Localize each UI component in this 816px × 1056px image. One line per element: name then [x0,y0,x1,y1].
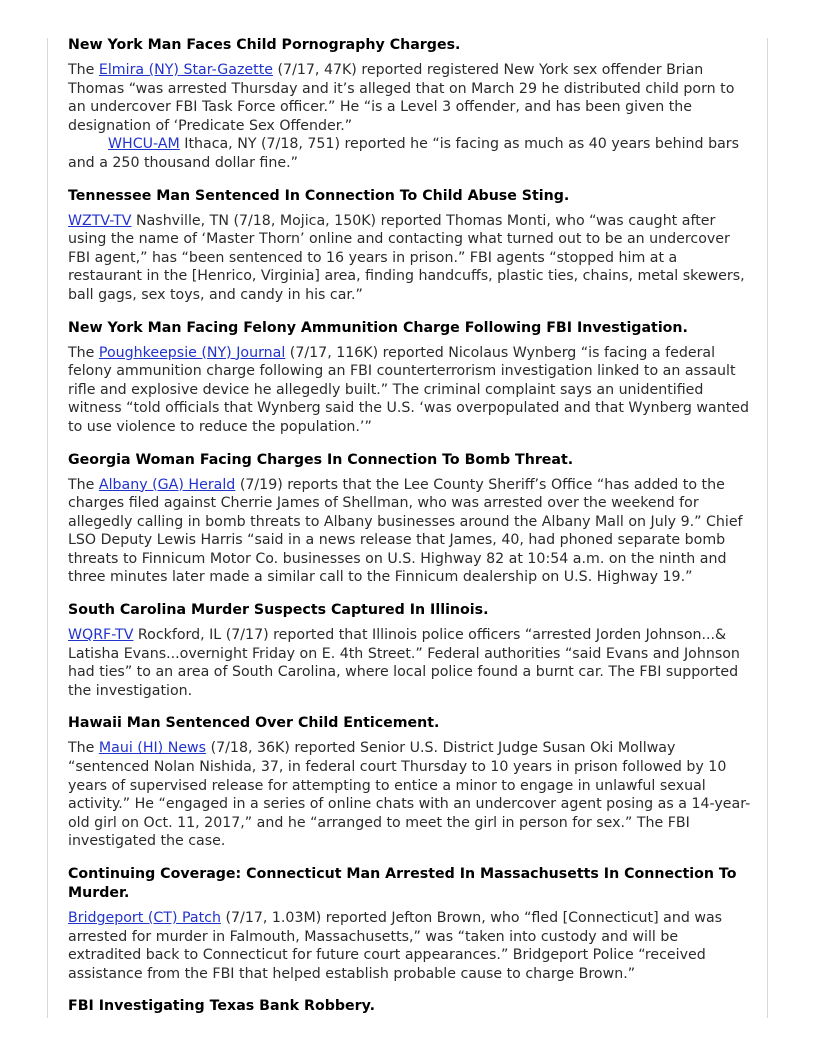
source-link[interactable]: WHCU-AM [108,136,180,153]
story [68,865,752,983]
story [68,451,752,588]
story-paragraph: The Elmira (NY) Star-Gazette (7/17, 47K) reported registered New York sex offender Brian Thomas “was arrested Thursday and it’s alleged that on March 29 he distributed child porn to an undercover FBI Task Force officer.” He “is a Level 3 offender, and has been given the designation of ‘Predicate Sex Offender.” [68,62,735,134]
story-headline: New York Man Facing Felony Ammunition Charge Following FBI Investigation. [68,319,688,336]
story-paragraph: Bridgeport (CT) Patch (7/17, 1.03M) reported Jefton Brown, who “fled [Connecticut] and was arrested for murder in Falmouth, Massachusetts,” was “taken into custody and will be extradited back to Connecticut for future court appearances.” Bridgeport Police “received assistance from the FBI that helped establish probable cause to charge Brown.” [68,910,723,982]
story [68,319,752,437]
story [68,714,752,851]
news-content [68,36,752,1022]
story [68,997,752,1016]
source-link[interactable]: Albany (GA) Herald [98,476,236,493]
story-headline: Continuing Coverage: Connecticut Man Arrested In Massachusetts In Connection To Murder. [68,866,737,901]
story [68,36,752,173]
story-headline: Tennessee Man Sentenced In Connection To Child Abuse Sting. [68,187,570,204]
story-paragraph: The Poughkeepsie (NY) Journal (7/17, 116K) reported Nicolaus Wynberg “is facing a federal felony ammunition charge following an FBI counterterrorism investigation linked to an assault rifle and explosive device he allegedly built.” The criminal complaint says an unidentified witness “told officials that Wynberg said the U.S. ‘was overpopulated and that Wynberg wanted to use violence to reduce the population.’” [68,344,750,435]
left-margin-rule [47,38,48,1018]
story-headline: FBI Investigating Texas Bank Robbery. [68,998,375,1015]
source-link[interactable]: Elmira (NY) Star-Gazette [98,62,274,78]
source-link[interactable]: WQRF-TV [68,627,134,644]
story-paragraph: WZTV-TV Nashville, TN (7/18, Mojica, 150K) reported Thomas Monti, who “was caught after using the name of ‘Master Thorn’ online and contacting what turned out to be an undercover FBI agent,” has “been sentenced to 16 years in prison.” FBI agents “stopped him at a restaurant in the [Henrico, Virginia] area, finding handcuffs, plastic ties, chains, metal skewers, ball gags, sex toys, and candy in his car.” [68,212,745,303]
story-headline: South Carolina Murder Suspects Captured In Illinois. [68,602,489,619]
story [68,187,752,305]
right-margin-rule [767,38,768,1018]
story-paragraph: WHCU-AM Ithaca, NY (7/18, 751) reported he “is facing as much as 40 years behind bars and a 250 thousand dollar fine.” [68,136,739,171]
story-paragraph: The Maui (HI) News (7/18, 36K) reported Senior U.S. District Judge Susan Oki Mollway “sentenced Nolan Nishida, 37, in federal court Thursday to 10 years in prison followed by 10 years of supervised release for attempting to entice a minor to engage in unlawful sexual activity.” He “engaged in a series of online chats with an undercover agent posing as a 14-year-old girl on Oct. 11, 2017,” and he “arranged to meet the girl in person for sex.” The FBI investigated the case. [68,740,751,850]
story-headline: Georgia Woman Facing Charges In Connection To Bomb Threat. [68,451,574,468]
story-paragraph: The Albany (GA) Herald (7/19) reports that the Lee County Sheriff’s Office “has added to the charges filed against Cherrie James of Shellman, who was arrested over the weekend for allegedly calling in bomb threats to Albany businesses around the Albany Mall on July 9.” Chief LSO Deputy Lewis Harris “said in a news release that James, 40, had phoned separate bomb threats to Finnicum Motor Co. businesses on U.S. Highway 82 at 10:54 a.m. on the ninth and three minutes later made a similar call to the Finnicum dealership on U.S. Highway 19.” [68,476,743,586]
story-paragraph: WQRF-TV Rockford, IL (7/17) reported that Illinois police officers “arrested Jorden Johnson...& Latisha Evans...overnight Friday on E. 4th Street.” Federal authorities “said Evans and Johnson had ties” to an area of South Carolina, where local police found a burnt car. The FBI supported the investigation. [68,627,740,699]
story [68,601,752,700]
source-link[interactable]: Maui (HI) News [98,740,207,757]
story-headline: Hawaii Man Sentenced Over Child Enticement. [68,715,440,732]
source-link[interactable]: Bridgeport (CT) Patch [68,910,221,926]
story-headline: New York Man Faces Child Pornography Charges. [68,37,461,53]
source-link[interactable]: WZTV-TV [68,212,132,229]
source-link[interactable]: Poughkeepsie (NY) Journal [98,344,286,361]
